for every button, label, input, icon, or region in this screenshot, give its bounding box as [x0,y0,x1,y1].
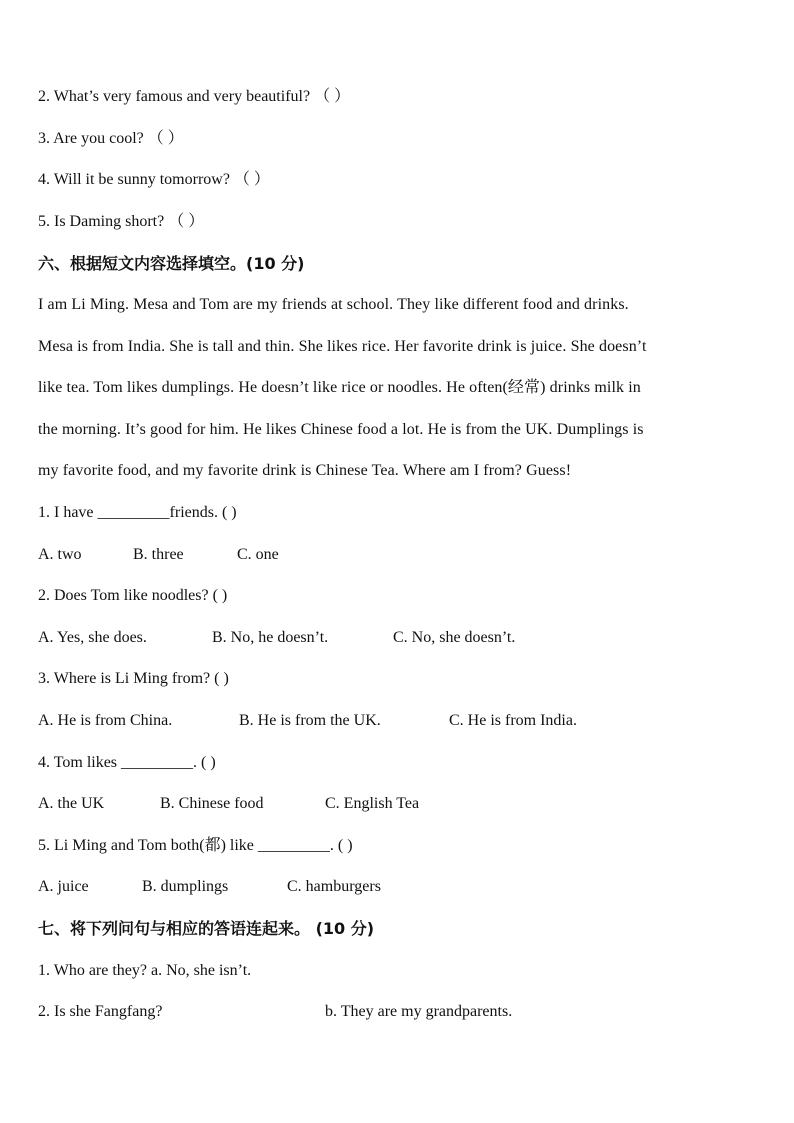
section6-heading: 六、根据短文内容选择填空。(10 分) [38,254,305,273]
section5-question-2: 2. What’s very famous and very beautiful? （ ） [38,88,351,105]
q3-option-a: A. He is from China. [38,712,173,729]
q2-option-b: B. No, he doesn’t. [212,629,329,646]
passage-line-3: like tea. Tom likes dumplings. He doesn’t like rice or noodles. He often(经常) drinks milk in [38,379,641,396]
matching-row-1: 1. Who are they? a. No, she isn’t. [38,962,252,979]
passage-line-2: Mesa is from India. She is tall and thin. She likes rice. Her favorite drink is juice. She doesn’t [38,338,647,355]
reading-question-4: 4. Tom likes _________. ( ) [38,754,216,771]
q1-option-b: B. three [133,546,184,563]
q4-option-c: C. English Tea [325,795,420,812]
passage-line-4: the morning. It’s good for him. He likes Chinese food a lot. He is from the UK. Dumplings is [38,421,644,438]
q1-option-c: C. one [237,546,279,563]
section5-question-4: 4. Will it be sunny tomorrow? （ ） [38,171,270,188]
q5-option-c: C. hamburgers [287,878,381,895]
matching-answer-b: b. They are my grandparents. [325,1003,513,1020]
q2-option-a: A. Yes, she does. [38,629,147,646]
reading-question-2: 2. Does Tom like noodles? ( ) [38,587,228,604]
q5-option-b: B. dumplings [142,878,229,895]
q2-option-c: C. No, she doesn’t. [393,629,516,646]
q5-option-a: A. juice [38,878,89,895]
passage-line-5: my favorite food, and my favorite drink is Chinese Tea. Where am I from? Guess! [38,462,572,479]
q1-option-a: A. two [38,546,82,563]
section7-heading: 七、将下列问句与相应的答语连起来。 (10 分) [38,919,375,938]
q3-option-b: B. He is from the UK. [239,712,381,729]
section5-question-3: 3. Are you cool? （ ） [38,130,184,147]
reading-question-5: 5. Li Ming and Tom both(都) like _________. ( ) [38,837,353,854]
reading-question-1: 1. I have _________friends. ( ) [38,504,237,521]
reading-question-3: 3. Where is Li Ming from? ( ) [38,670,229,687]
q3-option-c: C. He is from India. [449,712,577,729]
section5-question-5: 5. Is Daming short? （ ） [38,213,205,230]
q4-option-b: B. Chinese food [160,795,264,812]
matching-question-2: 2. Is she Fangfang? [38,1003,163,1020]
q4-option-a: A. the UK [38,795,105,812]
passage-line-1: I am Li Ming. Mesa and Tom are my friends at school. They like different food and drinks. [38,296,629,313]
